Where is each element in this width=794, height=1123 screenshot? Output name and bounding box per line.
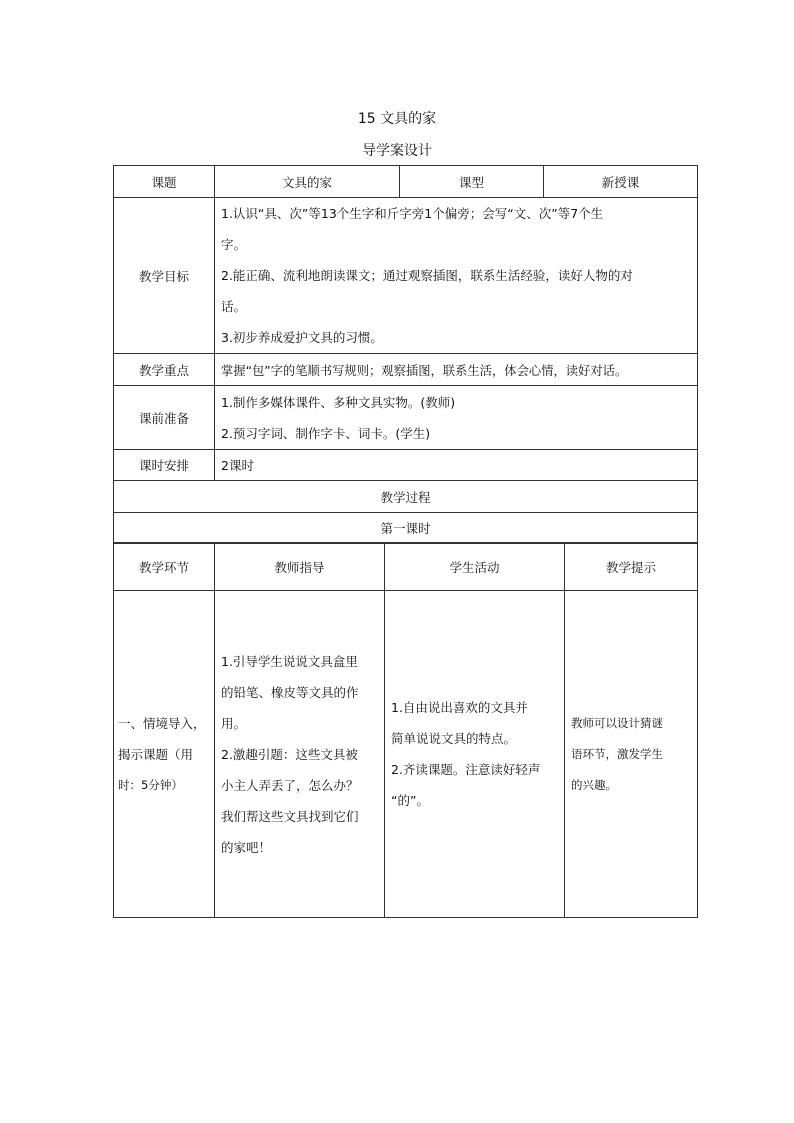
process-title: 教学过程 [114,481,698,513]
hint-line: 教师可以设计猜谜 [571,715,663,730]
preparation-line: 2.预习字词、制作字卡、词卡。(学生) [221,425,431,441]
type-value: 新授课 [544,166,698,198]
hint-line: 的兴趣。 [571,777,617,792]
hint-cell [565,591,698,918]
type-label: 课型 [400,166,544,198]
student-line: 2.齐读课题。注意读好轻声 [391,762,541,777]
student-line: “的”。 [391,793,429,808]
teacher-line: 的家吧！ [221,839,272,855]
teacher-line: 2.激趣引题：这些文具被 [221,746,358,762]
teacher-line: 我们帮这些文具找到它们 [221,808,359,824]
objective-line: 字。 [221,237,247,252]
stage-line: 一、情境导入， [118,715,206,731]
student-line: 简单说说文具的特点。 [391,731,517,746]
teacher-line: 1.引导学生说说文具盒里 [221,653,358,669]
stage-line: 揭示课题（用 [118,746,194,762]
stage-cell [114,591,215,918]
hint-line: 语环节，激发学生 [571,746,663,761]
objective-line: 1.认识“具、次”等13个生字和斤字旁1个偏旁；会写“文、次”等7个生 [221,206,604,221]
col-hint-header: 教学提示 [565,543,698,591]
teacher-line: 小主人弄丢了，怎么办？ [221,777,359,793]
schedule-value: 2课时 [215,450,698,481]
lesson-info-table [113,165,698,544]
teacher-line: 用。 [221,715,247,731]
objective-line: 3.初步养成爱护文具的习惯。 [221,330,383,345]
topic-label: 课题 [114,166,215,198]
plan-title: 导学案设计 [362,143,432,159]
lesson-title: 15 文具的家 [357,111,437,127]
preparation-line: 1.制作多媒体课件、多种文具实物。(教师) [221,394,456,410]
topic-value: 文具的家 [215,166,400,198]
col-student-header: 学生活动 [385,543,565,591]
student-cell [385,591,565,918]
preparation-content [215,386,698,450]
process-table [113,542,698,918]
col-stage-header: 教学环节 [114,543,215,591]
student-line: 1.自由说出喜欢的文具并 [391,700,528,715]
schedule-label: 课时安排 [114,450,215,481]
objective-line: 2.能正确、流利地朗读课文；通过观察插图，联系生活经验，读好人物的对 [221,268,633,283]
stage-line: 时：5分钟） [118,777,183,792]
objectives-label: 教学目标 [114,198,215,354]
col-teacher-header: 教师指导 [215,543,385,591]
key-points-label: 教学重点 [114,354,215,386]
teacher-line: 的铅笔、橡皮等文具的作 [221,684,359,700]
preparation-label: 课前准备 [114,386,215,450]
period-title: 第一课时 [114,513,698,544]
objectives-content [215,198,698,354]
objective-line: 话。 [221,299,247,314]
key-points-value: 掌握“包”字的笔顺书写规则；观察插图，联系生活，体会心情，读好对话。 [215,354,698,386]
teacher-cell [215,591,385,918]
